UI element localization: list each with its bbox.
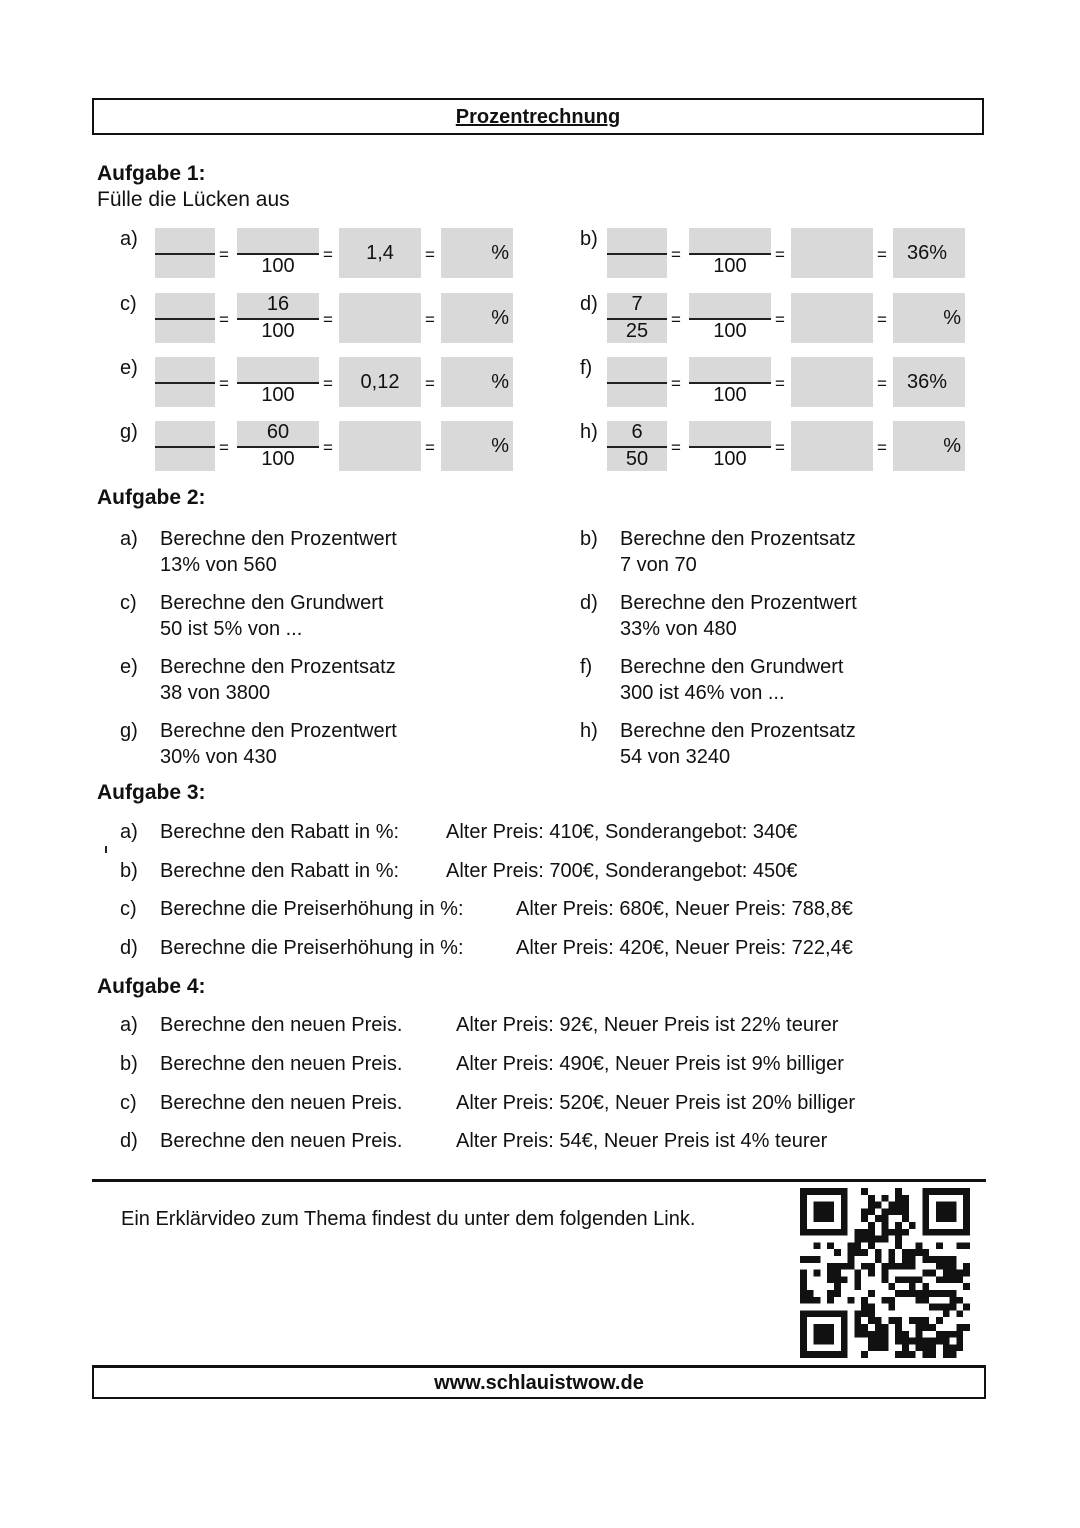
equals-sign: = bbox=[219, 438, 229, 457]
task4-instruction: Berechne den neuen Preis. bbox=[160, 1053, 403, 1075]
decimal-box[interactable] bbox=[791, 228, 873, 278]
task3-label: a) bbox=[120, 821, 138, 843]
fraction-numerator[interactable]: 7 bbox=[631, 293, 643, 315]
equals-sign: = bbox=[425, 310, 435, 329]
fraction-box[interactable] bbox=[689, 421, 771, 446]
task2-item bbox=[580, 718, 980, 774]
equals-sign: = bbox=[775, 438, 785, 457]
equals-sign: = bbox=[877, 310, 887, 329]
task3-instruction: Berechne die Preiserhöhung in %: bbox=[160, 937, 464, 959]
decimal-value[interactable]: 1,4 bbox=[366, 242, 394, 264]
percent-value[interactable]: % bbox=[491, 435, 509, 457]
equals-sign: = bbox=[775, 374, 785, 393]
equals-sign: = bbox=[775, 245, 785, 264]
task3-label: c) bbox=[120, 898, 137, 920]
equals-sign: = bbox=[671, 310, 681, 329]
decimal-box[interactable] bbox=[339, 293, 421, 343]
fraction-denominator: 100 bbox=[261, 255, 295, 277]
task2-item bbox=[120, 718, 520, 774]
task2-item bbox=[120, 654, 520, 710]
equals-sign: = bbox=[323, 310, 333, 329]
task3-values: Alter Preis: 680€, Neuer Preis: 788,8€ bbox=[516, 898, 853, 920]
task2-item bbox=[580, 654, 980, 710]
fraction-numerator[interactable]: 60 bbox=[266, 421, 290, 443]
task2-item bbox=[120, 526, 520, 582]
task2-instruction: Berechne den Prozentwert bbox=[160, 720, 397, 742]
task2-values: 54 von 3240 bbox=[620, 746, 731, 768]
equals-sign: = bbox=[219, 310, 229, 329]
task3-instruction: Berechne den Rabatt in %: bbox=[160, 860, 400, 882]
task3-values: Alter Preis: 420€, Neuer Preis: 722,4€ bbox=[516, 937, 853, 959]
fraction-numerator[interactable]: 16 bbox=[266, 293, 290, 315]
task1-heading: Aufgabe 1: bbox=[97, 162, 206, 185]
equals-sign: = bbox=[671, 438, 681, 457]
task3-values: Alter Preis: 700€, Sonderangebot: 450€ bbox=[446, 860, 798, 882]
decimal-box[interactable] bbox=[791, 357, 873, 407]
exercise-label: a) bbox=[120, 228, 138, 250]
task2-heading: Aufgabe 2: bbox=[97, 486, 206, 509]
footer-link[interactable]: www.schlauistwow.de bbox=[92, 1365, 986, 1399]
equals-sign: = bbox=[671, 374, 681, 393]
equals-sign: = bbox=[323, 374, 333, 393]
task2-values: 38 von 3800 bbox=[160, 682, 271, 704]
exercise-label: b) bbox=[580, 228, 598, 250]
task4-values: Alter Preis: 54€, Neuer Preis ist 4% teurer bbox=[456, 1130, 828, 1152]
equals-sign: = bbox=[425, 374, 435, 393]
stray-mark bbox=[105, 846, 107, 853]
task2-values: 30% von 430 bbox=[160, 746, 277, 768]
task2-label: f) bbox=[580, 656, 593, 678]
fraction-box[interactable] bbox=[237, 228, 319, 253]
section-divider bbox=[92, 1179, 986, 1182]
task4-instruction: Berechne den neuen Preis. bbox=[160, 1130, 403, 1152]
fraction-denominator: 100 bbox=[261, 320, 295, 342]
fraction-bar bbox=[607, 382, 667, 384]
fraction-denominator: 100 bbox=[713, 320, 747, 342]
equals-sign: = bbox=[219, 245, 229, 264]
fraction-denominator[interactable]: 25 bbox=[625, 320, 649, 342]
fraction-bar bbox=[155, 318, 215, 320]
fraction-bar bbox=[607, 253, 667, 255]
equals-sign: = bbox=[877, 438, 887, 457]
task2-values: 7 von 70 bbox=[620, 554, 697, 576]
task2-instruction: Berechne den Prozentsatz bbox=[620, 720, 856, 742]
equals-sign: = bbox=[219, 374, 229, 393]
equals-sign: = bbox=[323, 245, 333, 264]
fraction-bar bbox=[155, 253, 215, 255]
exercise-label: g) bbox=[120, 421, 138, 443]
task3-instruction: Berechne die Preiserhöhung in %: bbox=[160, 898, 464, 920]
percent-value[interactable]: % bbox=[491, 242, 509, 264]
task3-instruction: Berechne den Rabatt in %: bbox=[160, 821, 400, 843]
video-hint: Ein Erklärvideo zum Thema findest du unter dem folgenden Link. bbox=[121, 1208, 696, 1230]
percent-value[interactable]: % bbox=[491, 307, 509, 329]
task2-label: g) bbox=[120, 720, 138, 742]
task3-values: Alter Preis: 410€, Sonderangebot: 340€ bbox=[446, 821, 798, 843]
task2-instruction: Berechne den Prozentwert bbox=[620, 592, 857, 614]
fraction-box[interactable] bbox=[689, 357, 771, 382]
equals-sign: = bbox=[877, 245, 887, 264]
task4-heading: Aufgabe 4: bbox=[97, 975, 206, 998]
task4-label: b) bbox=[120, 1053, 138, 1075]
exercise-label: f) bbox=[580, 357, 593, 379]
task2-instruction: Berechne den Grundwert bbox=[160, 592, 384, 614]
percent-value[interactable]: 36% bbox=[906, 242, 948, 264]
task2-item bbox=[580, 526, 980, 582]
task2-label: b) bbox=[580, 528, 598, 550]
task2-label: c) bbox=[120, 592, 137, 614]
task2-instruction: Berechne den Prozentsatz bbox=[620, 528, 856, 550]
task2-instruction: Berechne den Prozentwert bbox=[160, 528, 397, 550]
exercise-label: h) bbox=[580, 421, 598, 443]
task2-values: 50 ist 5% von ... bbox=[160, 618, 303, 640]
exercise-label: d) bbox=[580, 293, 598, 315]
task2-item bbox=[120, 590, 520, 646]
fraction-box[interactable] bbox=[689, 228, 771, 253]
percent-value[interactable]: % bbox=[943, 435, 961, 457]
task3-label: d) bbox=[120, 937, 138, 959]
task4-label: a) bbox=[120, 1014, 138, 1036]
task2-instruction: Berechne den Prozentsatz bbox=[160, 656, 396, 678]
task2-item bbox=[580, 590, 980, 646]
page-title: Prozentrechnung bbox=[92, 98, 984, 135]
qr-code-icon[interactable] bbox=[792, 1188, 978, 1358]
task4-label: d) bbox=[120, 1130, 138, 1152]
task2-label: h) bbox=[580, 720, 598, 742]
equals-sign: = bbox=[425, 245, 435, 264]
fraction-denominator[interactable]: 50 bbox=[625, 448, 649, 470]
task2-label: d) bbox=[580, 592, 598, 614]
task4-values: Alter Preis: 520€, Neuer Preis ist 20% billiger bbox=[456, 1092, 856, 1114]
equals-sign: = bbox=[425, 438, 435, 457]
equals-sign: = bbox=[775, 310, 785, 329]
decimal-box[interactable] bbox=[791, 293, 873, 343]
task2-values: 33% von 480 bbox=[620, 618, 737, 640]
decimal-value[interactable]: 0,12 bbox=[360, 371, 400, 393]
fraction-box[interactable] bbox=[237, 357, 319, 382]
task4-instruction: Berechne den neuen Preis. bbox=[160, 1014, 403, 1036]
fraction-denominator: 100 bbox=[261, 384, 295, 406]
task2-label: a) bbox=[120, 528, 138, 550]
percent-value[interactable]: 36% bbox=[906, 371, 948, 393]
fraction-denominator: 100 bbox=[713, 255, 747, 277]
decimal-box[interactable] bbox=[339, 421, 421, 471]
task4-values: Alter Preis: 490€, Neuer Preis ist 9% billiger bbox=[456, 1053, 844, 1075]
equals-sign: = bbox=[323, 438, 333, 457]
fraction-bar bbox=[155, 446, 215, 448]
fraction-box[interactable] bbox=[689, 293, 771, 318]
task4-values: Alter Preis: 92€, Neuer Preis ist 22% teurer bbox=[456, 1014, 839, 1036]
task4-label: c) bbox=[120, 1092, 137, 1114]
exercise-label: c) bbox=[120, 293, 137, 315]
task2-instruction: Berechne den Grundwert bbox=[620, 656, 844, 678]
task3-label: b) bbox=[120, 860, 138, 882]
task2-values: 300 ist 46% von ... bbox=[620, 682, 785, 704]
fraction-denominator: 100 bbox=[713, 384, 747, 406]
fraction-bar bbox=[155, 382, 215, 384]
equals-sign: = bbox=[671, 245, 681, 264]
task4-instruction: Berechne den neuen Preis. bbox=[160, 1092, 403, 1114]
fraction-denominator: 100 bbox=[713, 448, 747, 470]
task3-heading: Aufgabe 3: bbox=[97, 781, 206, 804]
percent-value[interactable]: % bbox=[491, 371, 509, 393]
percent-value[interactable]: % bbox=[943, 307, 961, 329]
equals-sign: = bbox=[877, 374, 887, 393]
task2-label: e) bbox=[120, 656, 138, 678]
fraction-denominator: 100 bbox=[261, 448, 295, 470]
decimal-box[interactable] bbox=[791, 421, 873, 471]
task2-values: 13% von 560 bbox=[160, 554, 277, 576]
fraction-numerator[interactable]: 6 bbox=[631, 421, 643, 443]
exercise-label: e) bbox=[120, 357, 138, 379]
task1-instruction: Fülle die Lücken aus bbox=[97, 188, 290, 211]
